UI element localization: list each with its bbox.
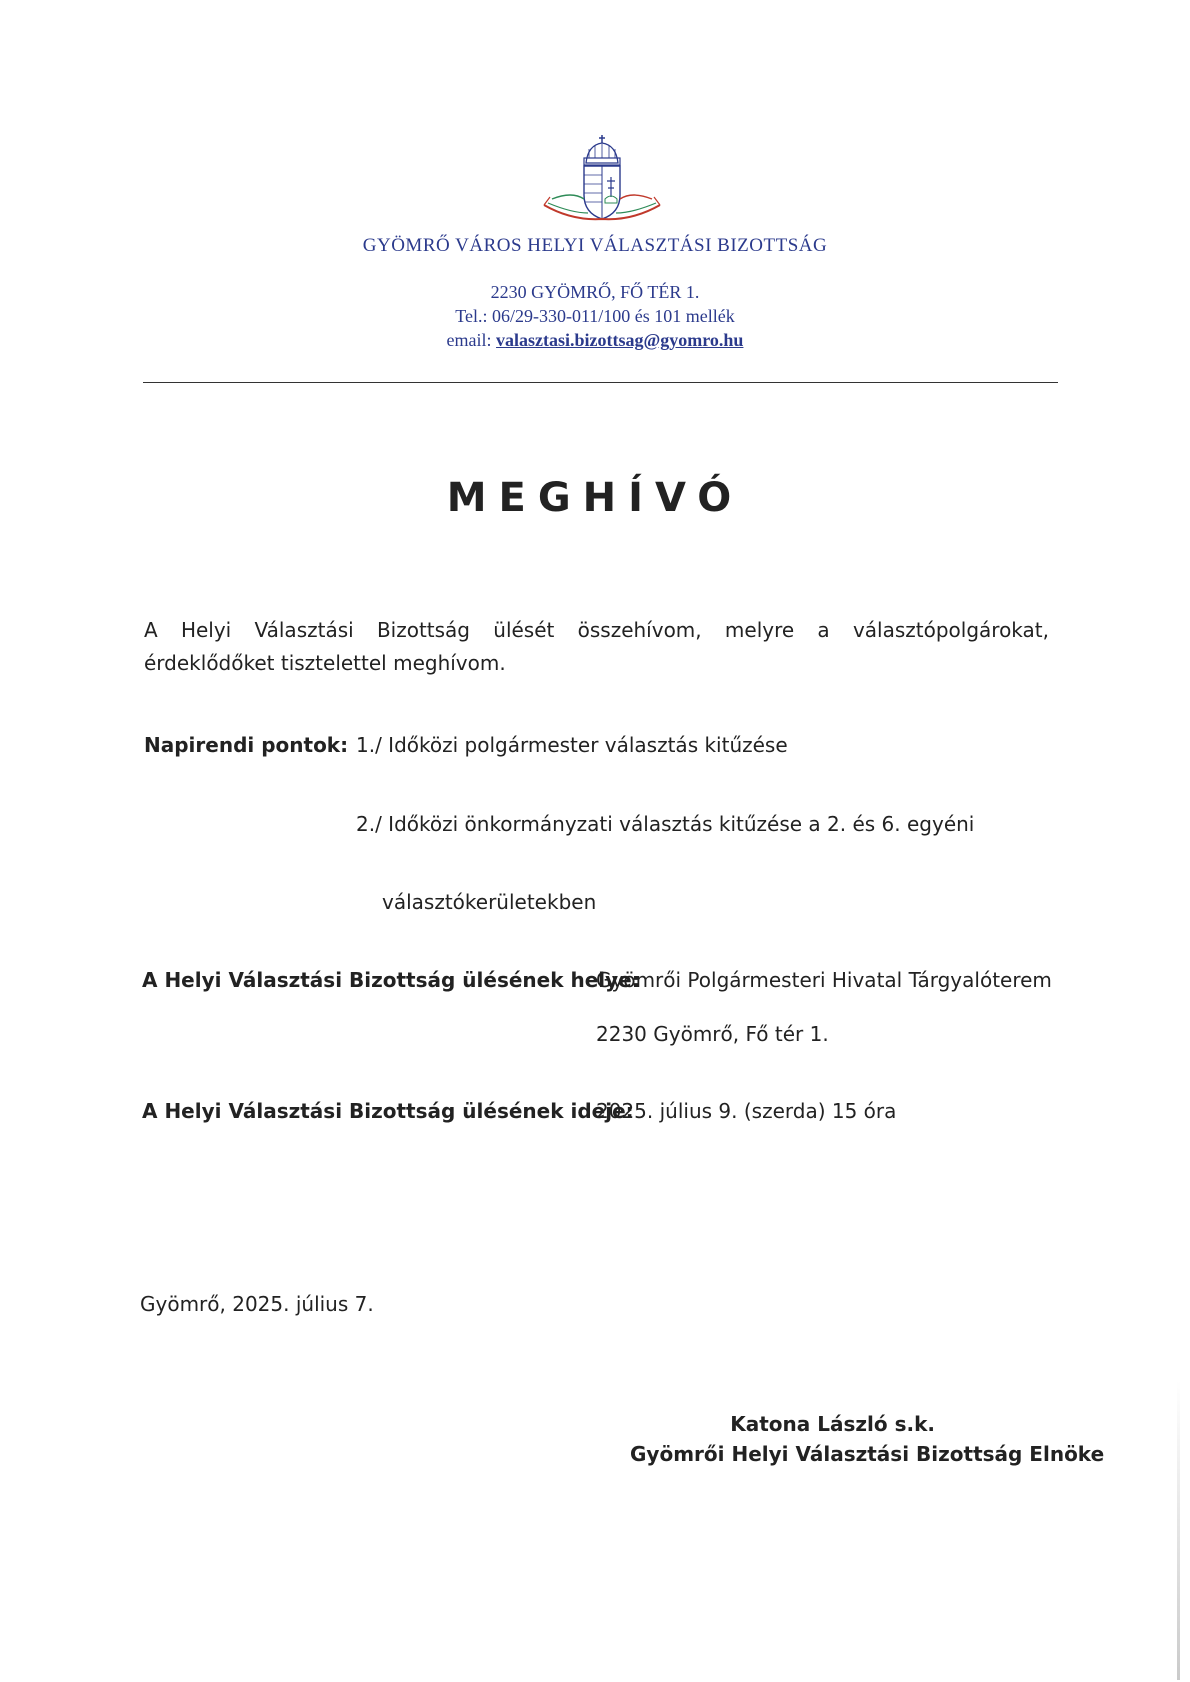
institution-email-line xyxy=(0,330,1190,351)
agenda-item-2: 2./ Időközi önkormányzati választás kitűzése a 2. és 6. egyéni xyxy=(356,812,975,836)
email-prefix: email: xyxy=(446,330,492,350)
location-value-2: 2230 Gyömrő, Fő tér 1. xyxy=(596,1022,829,1046)
institution-address: 2230 GYÖMRŐ, FŐ TÉR 1. xyxy=(490,282,700,302)
institution-phone: Tel.: 06/29-330-011/100 és 101 mellék xyxy=(455,306,735,326)
email-link[interactable]: valasztasi.bizottsag@gyomro.hu xyxy=(496,330,744,350)
location-value-1: Gyömrői Polgármesteri Hivatal Tárgyalóterem xyxy=(596,968,1052,992)
agenda-label: Napirendi pontok: xyxy=(144,733,349,757)
header-divider xyxy=(143,382,1058,383)
time-value: 2025. július 9. (szerda) 15 óra xyxy=(596,1099,897,1123)
date-place: Gyömrő, 2025. július 7. xyxy=(140,1292,374,1316)
agenda-item-2-continued: választókerületekben xyxy=(382,890,597,914)
scan-edge-shadow xyxy=(1177,1380,1180,1680)
time-label: A Helyi Választási Bizottság ülésének ideje: xyxy=(142,1099,634,1123)
agenda-item-1: 1./ Időközi polgármester választás kitűzése xyxy=(356,733,788,757)
page-title: MEGHÍVÓ xyxy=(446,475,744,521)
coat-of-arms-icon xyxy=(532,133,672,233)
signature-name: Katona László s.k. xyxy=(730,1412,935,1436)
intro-paragraph: A Helyi Választási Bizottság ülését összehívom, melyre a választópolgárokat, érdeklődőket tisztelettel meghívom. xyxy=(144,618,1049,675)
signature-title: Gyömrői Helyi Választási Bizottság Elnöke xyxy=(630,1442,1105,1466)
institution-name: GYÖMRŐ VÁROS HELYI VÁLASZTÁSI BIZOTTSÁG xyxy=(362,235,828,256)
location-label: A Helyi Választási Bizottság ülésének helye: xyxy=(142,968,640,992)
